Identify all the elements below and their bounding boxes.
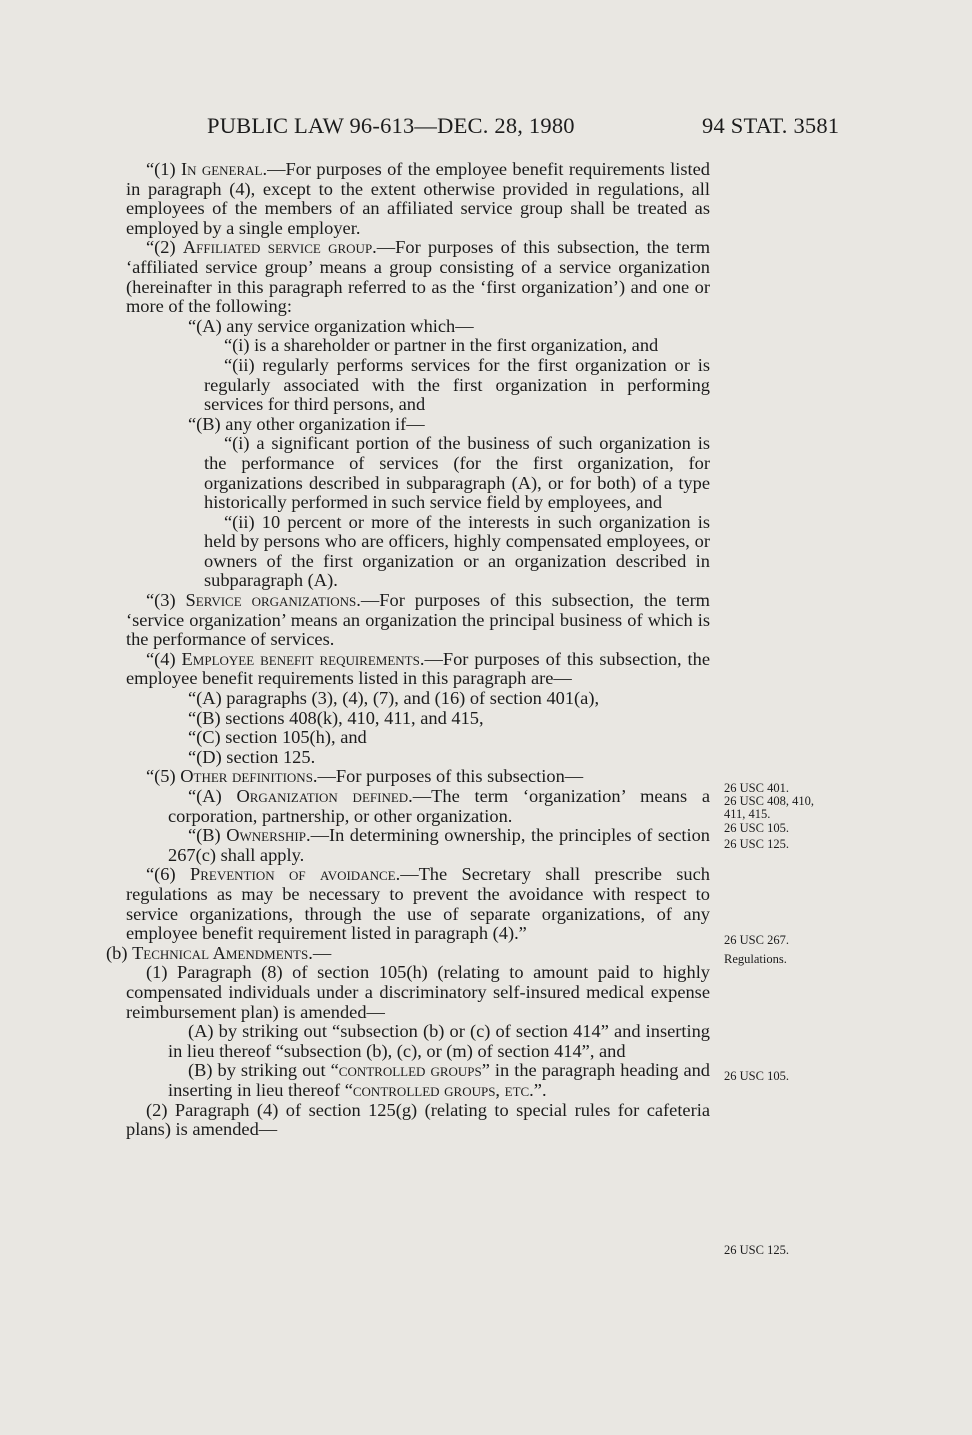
margin-note-regulations: Regulations.: [724, 952, 787, 966]
running-header-stat: 94 STAT. 3581: [702, 113, 840, 138]
paragraph-3: “(3) Service organizations.—For purposes of this subsection, the term ‘service organization’ means an organization the principal business of which is the performance of services.: [126, 590, 710, 650]
clause-2Ai: “(i) is a shareholder or partner in the first organization, and: [224, 335, 659, 356]
running-header-law: PUBLIC LAW 96-613—DEC. 28, 1980: [207, 113, 575, 138]
subsection-b: (b) Technical Amendments.—: [106, 942, 332, 963]
paragraph-4: “(4) Employee benefit requirements.—For purposes of this subsection, the employee benefit requirements listed in this paragraph are—: [126, 648, 710, 689]
subparagraph-4C: “(C) section 105(h), and: [188, 727, 367, 748]
paragraph-5: “(5) Other definitions.—For purposes of this subsection—: [146, 766, 584, 787]
margin-note-105-b: 26 USC 105.: [724, 1069, 789, 1083]
subparagraph-2B: “(B) any other organization if—: [188, 413, 425, 434]
heading-technical-amendments: Technical Amendments.: [132, 942, 313, 963]
heading-other-definitions: Other definitions.: [180, 766, 318, 787]
heading-ownership: Ownership.: [226, 825, 311, 846]
clause-2Aii: “(ii) regularly performs services for the first organization or is regularly associated with the first organization in performing services for third persons, and: [204, 354, 710, 415]
heading-organization-defined: Organization defined.: [236, 786, 413, 806]
margin-note-267: 26 USC 267.: [724, 933, 789, 947]
margin-note-411: 411, 415.: [724, 807, 771, 821]
margin-note-125: 26 USC 125.: [724, 837, 789, 851]
subparagraph-4D: “(D) section 125.: [188, 746, 316, 767]
amendment-b1: (1) Paragraph (8) of section 105(h) (relating to amount paid to highly compensated individuals under a discriminatory self-insured medical expense reimbursement plan) is amended—: [126, 962, 710, 1022]
subparagraph-4A: “(A) paragraphs (3), (4), (7), and (16) of section 401(a),: [188, 688, 600, 709]
paragraph-1: “(1) In general.—For purposes of the employee benefit requirements listed in paragraph (4), except to the extent otherwise provided in regulations, all employees of the members of an affiliated service group shall be treated as employed by a single employer.: [126, 159, 711, 238]
margin-note-105: 26 USC 105.: [724, 821, 789, 835]
subparagraph-5A: “(A) Organization defined.—The term ‘organization’ means a corporation, partnership, or other organization.: [168, 786, 710, 826]
subparagraph-5B: “(B) Ownership.—In determining ownership, the principles of section 267(c) shall apply.: [168, 825, 710, 865]
margin-note-125-b: 26 USC 125.: [724, 1243, 789, 1257]
heading-service-organizations: Service organizations.: [185, 590, 361, 611]
statute-body: [106, 159, 711, 1140]
heading-affiliated-service-group: Affiliated service group.: [182, 237, 377, 258]
clause-2Bii: “(ii) 10 percent or more of the interests in such organization is held by persons who are officers, highly compensated employees, or owners of the first organization or an organization described in subparagraph (A).: [204, 511, 710, 591]
subparagraph-4B: “(B) sections 408(k), 410, 411, and 415,: [188, 707, 484, 728]
margin-note-408: 26 USC 408, 410,: [724, 794, 814, 808]
heading-prevention-of-avoidance: Prevention of avoidance.: [190, 864, 401, 885]
subparagraph-2A: “(A) any service organization which—: [188, 315, 474, 336]
paragraph-2: “(2) Affiliated service group.—For purposes of this subsection, the term ‘affiliated service group’ means a group consisting of a service organization (hereinafter in this paragraph referred to as the ‘first organization’) and one or more of the following:: [126, 237, 711, 317]
heading-employee-benefit-requirements: Employee benefit requirements.: [181, 648, 425, 669]
paragraph-6: “(6) Prevention of avoidance.—The Secretary shall prescribe such regulations as may be necessary to prevent the avoidance with respect to service organizations, through the use of separate organizations, of any employee benefit requirement listed in paragraph (4).”: [126, 864, 710, 944]
amendment-b2: (2) Paragraph (4) of section 125(g) (relating to special rules for cafeteria plans) is amended—: [126, 1099, 710, 1140]
amendment-b1A: (A) by striking out “subsection (b) or (c) of section 414” and inserting in lieu thereof “subsection (b), (c), or (m) of section 414”, and: [168, 1021, 710, 1061]
clause-2Bi: “(i) a significant portion of the business of such organization is the performance of services (for the first organization, for organizations described in subparagraph (A), or for both) of a type historically performed in such service field by employees, and: [204, 433, 710, 513]
heading-in-general: In general.: [180, 159, 268, 179]
amendment-b1B: (B) by striking out “controlled groups” in the paragraph heading and inserting in lieu thereof “controlled groups, etc.”.: [168, 1060, 710, 1100]
margin-note-401: 26 USC 401.: [724, 781, 789, 795]
